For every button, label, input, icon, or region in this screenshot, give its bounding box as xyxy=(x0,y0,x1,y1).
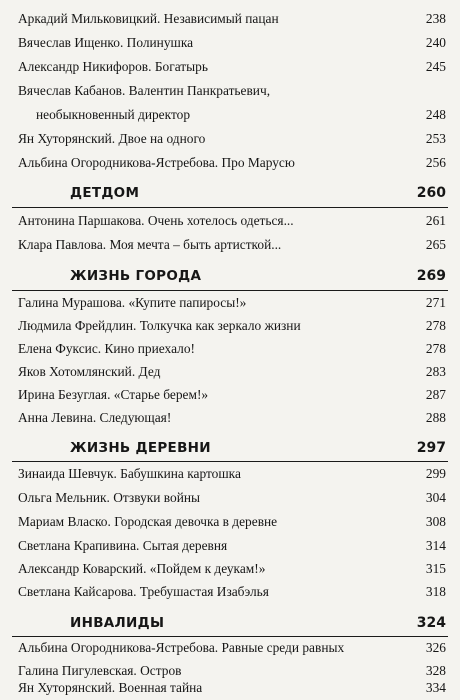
toc-entry xyxy=(0,486,460,510)
toc-entry-title: Александр Никифоров. Богатырь xyxy=(18,59,208,74)
section-page: 260 xyxy=(416,185,446,201)
toc-entry xyxy=(0,337,460,361)
toc-entry-title: Вячеслав Ищенко. Полинушка xyxy=(18,35,194,50)
toc-entry xyxy=(0,7,460,31)
toc-entry-title: Альбина Огородникова-Ястребова. Равные среди равных xyxy=(18,640,345,655)
toc-entry-page: 287 xyxy=(425,387,446,402)
toc-entry-title: Людмила Фрейдлин. Толкучка как зеркало жизни xyxy=(18,318,301,333)
toc-entry-page: 304 xyxy=(425,490,446,505)
toc-entry-page: 318 xyxy=(425,584,446,599)
toc-entry-page: 248 xyxy=(425,107,446,122)
toc-entry-page: 283 xyxy=(425,364,446,379)
toc-entry-title: Клара Павлова. Моя мечта – быть артисткой... xyxy=(18,237,282,252)
section-divider xyxy=(12,207,448,208)
toc-entry-page: 253 xyxy=(425,131,446,146)
section-heading xyxy=(0,264,460,288)
toc-entry xyxy=(0,360,460,384)
toc-entry-title: Зинаида Шевчук. Бабушкина картошка xyxy=(18,466,241,481)
toc-entry-title: Аркадий Мильковицкий. Независимый пацан xyxy=(18,11,279,26)
toc-entry-page: 308 xyxy=(425,514,446,529)
toc-entry xyxy=(0,151,460,175)
toc-entry xyxy=(0,233,460,257)
section-heading xyxy=(0,436,460,460)
toc-entry-title: Ольга Мельник. Отзвуки войны xyxy=(18,490,201,505)
toc-entry xyxy=(0,291,460,315)
toc-entry xyxy=(0,462,460,486)
section-heading xyxy=(0,611,460,635)
toc-entry xyxy=(0,383,460,407)
section-heading xyxy=(0,181,460,205)
toc-entry-continuation xyxy=(0,103,460,127)
toc-entry-title: Мариам Власко. Городская девочка в деревне xyxy=(18,514,278,529)
toc-entry-page: 245 xyxy=(425,59,446,74)
toc-entry-page: 314 xyxy=(425,538,446,553)
toc-entry xyxy=(0,209,460,233)
toc-entry-page: 278 xyxy=(425,341,446,356)
toc-entry-page: 334 xyxy=(425,680,446,695)
toc-entry xyxy=(0,534,460,558)
toc-entry-page: 265 xyxy=(425,237,446,252)
toc-entry-title: Александр Коварский. «Пойдем к деукам!» xyxy=(18,561,266,576)
toc-entry xyxy=(0,510,460,534)
toc-entry xyxy=(0,79,460,103)
toc-entry-title: Анна Левина. Следующая! xyxy=(18,410,172,425)
toc-entry-page: 256 xyxy=(425,155,446,170)
toc-entry-title: Светлана Кайсарова. Требушастая Изабэлья xyxy=(18,584,269,599)
toc-entry-title: Светлана Крапивина. Сытая деревня xyxy=(18,538,228,553)
toc-entry-page: 240 xyxy=(425,35,446,50)
toc-entry-title: Альбина Огородникова-Ястребова. Про Марусю xyxy=(18,155,295,170)
toc-entry-title: Ян Хуторянский. Военная тайна xyxy=(18,680,203,695)
section-page: 324 xyxy=(416,615,446,631)
section-page: 269 xyxy=(416,268,446,284)
toc-entry-page: 299 xyxy=(425,466,446,481)
toc-entry-title: Ирина Безуглая. «Старье берем!» xyxy=(18,387,209,402)
toc-entry-title: Антонина Паршакова. Очень хотелось одеться... xyxy=(18,213,294,228)
toc-entry-title: Ян Хуторянский. Двое на одного xyxy=(18,131,206,146)
toc-entry xyxy=(0,580,460,604)
section-title: ИНВАЛИДЫ xyxy=(70,615,165,631)
toc-entry xyxy=(0,127,460,151)
toc-entry xyxy=(0,636,460,660)
toc-entry-title: Галина Мурашова. «Купите папиросы!» xyxy=(18,295,247,310)
toc-entry-page: 315 xyxy=(425,561,446,576)
toc-entry xyxy=(0,557,460,581)
toc-entry-title: Елена Фуксис. Кино приехало! xyxy=(18,341,195,356)
section-title: ЖИЗНЬ ГОРОДА xyxy=(70,268,202,284)
section-page: 297 xyxy=(416,440,446,456)
toc-entry-title: Вячеслав Кабанов. Валентин Панкратьевич, xyxy=(18,83,271,98)
toc-entry xyxy=(0,314,460,338)
section-title: ДЕТДОМ xyxy=(70,185,140,201)
section-title: ЖИЗНЬ ДЕРЕВНИ xyxy=(70,440,211,456)
toc-entry xyxy=(0,406,460,430)
toc-entry-page: 326 xyxy=(425,640,446,655)
toc-entry-page: 238 xyxy=(425,11,446,26)
toc-entry xyxy=(0,55,460,79)
toc-entry-page: 271 xyxy=(425,295,446,310)
toc-entry-title: Яков Хотомлянский. Дед xyxy=(18,364,161,379)
toc-entry-title: необыкновенный директор xyxy=(36,107,191,122)
toc-entry-page: 278 xyxy=(425,318,446,333)
toc-entry-title: Галина Пигулевская. Остров xyxy=(18,663,182,678)
toc-entry-page: 328 xyxy=(425,663,446,678)
toc-entry xyxy=(0,31,460,55)
toc-entry xyxy=(0,676,460,700)
toc-entry-page: 261 xyxy=(425,213,446,228)
toc-entry-page: 288 xyxy=(425,410,446,425)
